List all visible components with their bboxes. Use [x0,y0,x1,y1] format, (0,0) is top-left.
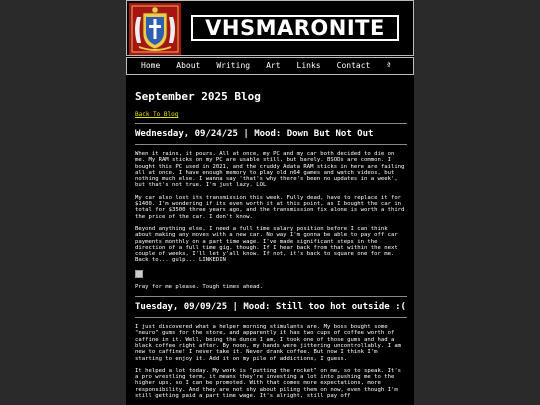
post-paragraph: I just discovered what a helper morning stimulants are. My boss bought some "neuro" gums for the store, and apparently it has two cups of coffee worth of caffine in it. Well, being the dunce I am, I took one of those gums and had a black coffee right after. By noon, my hands were jittering uncontrollably. I am new to caffine! I never take it. Never drank coffee. But now I think I'm starting to enjoy it. Add it on my pile of addictions, I guess. [135,324,402,362]
site-title[interactable]: VHSMARONITE [191,15,399,41]
broken-image-icon [135,270,143,278]
nav-extra[interactable]: ª [386,61,392,70]
divider [135,296,407,297]
nav-writing[interactable]: Writing [216,61,251,70]
site-banner [126,0,414,56]
divider [135,144,407,145]
top-nav [126,57,414,75]
blog-post [135,129,407,290]
post-paragraph: Pray for me please. Tough times ahead. [135,283,263,290]
page-title: September 2025 Blog [135,90,261,103]
post-title: Wednesday, 09/24/25 | Mood: Down But Not Out [135,129,374,139]
nav-contact[interactable]: Contact [336,61,371,70]
blog-post [135,302,407,399]
post-title: Tuesday, 09/09/25 | Mood: Still too hot outside :( [135,302,406,313]
main-content [135,90,407,405]
post-paragraph: When it rains, it pours. All at once, my PC and my car both decided to die on me. My RAM sticks on my PC are usable still, but barely. BSODs are common. I bought this PC used in 2021, and the cruddy Adata RAM sticks in here are failing all at once. I have enough memory to play old n64 games and watch videos, but nothing much else. I wanna say 'that's why there's been no updates in a week', but that's not true. I'm just lazy. LOL [135,151,405,189]
post-paragraph: My car also lost its transmission this week. Fully dead, have to replace it for $1400. I'm wondering if its even worth it at this point, as I bought the car in total for $3500 three years ago, and the transmission fix alone is worth a third the price of the car. I don't know. [135,194,405,220]
post-paragraph: Beyond anything else, I need a full time salary position before I can think about making any moves with a new car. No way I'm gonna be able to pay off car payments monthly on a part time wage. I've made significant steps in the direction of a full time gig, though. If I hear back from that within the next couple of weeks, I'll let y'all know. If not, it's back to square one for me. Back to... gulp... LINKEDIN [135,225,398,264]
nav-home[interactable]: Home [141,61,161,70]
back-to-blog-link[interactable]: Back To Blog [135,111,179,118]
nav-links[interactable]: Links [296,61,321,70]
nav-art[interactable]: Art [266,61,281,70]
divider [135,123,407,124]
page-column [126,0,414,405]
crest-emblem-icon [129,3,181,55]
divider [135,317,407,318]
crest-logo[interactable] [129,3,181,55]
nav-about[interactable]: About [176,61,201,70]
post-paragraph: It helped a lot today. My work is "putting the rocket" on me, so to speak. It's a pro wrestling term, it means they're investing a lot into pushing me to the higher ups, so I can be promoted. With that comes more expectations, more responsibility. And they are not shy about piling them on now, even though I'm still getting paid a part time wage. It's alright, still pay off [135,367,402,400]
